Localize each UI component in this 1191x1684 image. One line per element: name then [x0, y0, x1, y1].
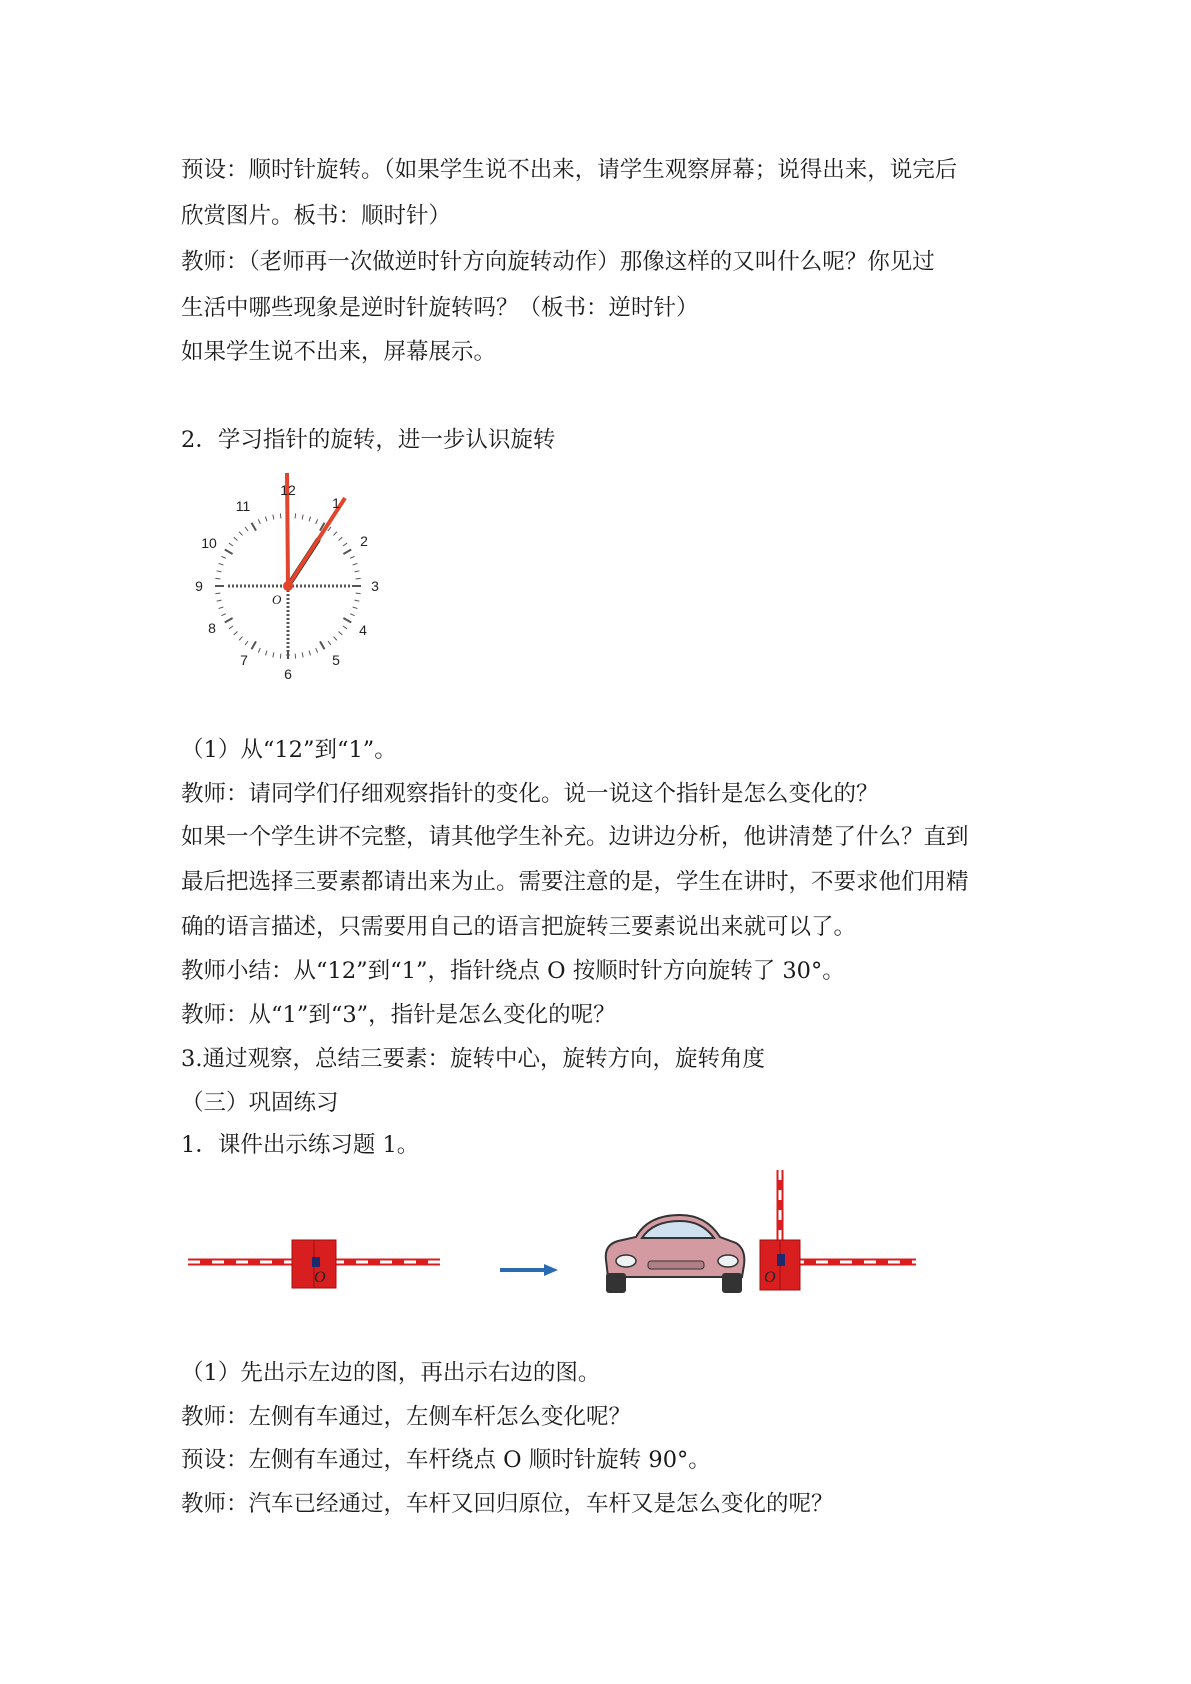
clock-tick — [252, 641, 257, 649]
clock-tick — [295, 654, 296, 659]
clock-tick — [229, 543, 233, 546]
clock-tick — [350, 614, 355, 616]
clock-number-7: 7 — [240, 652, 248, 668]
clock-tick — [302, 653, 303, 658]
clock-center-dot — [283, 581, 293, 591]
barrier-right-figure — [758, 1168, 918, 1314]
clock-number-12: 12 — [280, 482, 296, 498]
clock-tick — [273, 515, 274, 520]
clock-tick — [234, 632, 238, 635]
clock-tick — [295, 513, 296, 518]
clock-tick — [239, 637, 242, 641]
clock-tick — [320, 641, 325, 649]
clock-tick — [273, 653, 274, 658]
clock-tick — [280, 513, 281, 518]
clock-tick — [217, 600, 222, 601]
clock-tick — [229, 626, 233, 629]
text-line-7: （1）从“12”到“1”。 — [181, 737, 397, 763]
clock-number-9: 9 — [195, 578, 203, 594]
text-line-5: 如果学生说不出来，屏幕展示。 — [181, 339, 497, 365]
car-illustration — [598, 1205, 748, 1300]
clock-tick — [339, 537, 343, 540]
clock-tick — [328, 527, 331, 531]
clock-tick — [258, 648, 260, 653]
text-line-15: （三）巩固练习 — [181, 1090, 339, 1116]
clock-tick — [252, 523, 257, 531]
clock-tick — [353, 563, 358, 565]
clock-number-6: 6 — [284, 666, 292, 682]
clock-tick — [316, 519, 318, 524]
barrier-right-label: O — [764, 1269, 776, 1286]
clock-tick — [215, 578, 220, 579]
clock-number-3: 3 — [371, 578, 379, 594]
clock-tick — [234, 537, 238, 540]
clock-tick — [334, 637, 337, 641]
clock-tick — [219, 563, 224, 565]
clock-tick — [339, 632, 343, 635]
text-line-16: 1．课件出示练习题 1。 — [181, 1132, 420, 1158]
clock-tick — [309, 651, 311, 656]
clock-tick — [343, 618, 351, 623]
clock-tick — [215, 593, 220, 594]
clock-tick — [265, 517, 267, 522]
text-line-10: 最后把选择三要素都请出来为止。需要注意的是，学生在讲时，不要求他们用精 — [181, 869, 969, 895]
clock-number-4: 4 — [359, 622, 367, 638]
clock-tick — [245, 641, 248, 645]
text-line-13: 教师：从“1”到“3”，指针是怎么变化的呢？ — [181, 1002, 616, 1028]
clock-tick — [221, 614, 226, 616]
text-line-17: （1）先出示左边的图，再出示右边的图。 — [181, 1360, 601, 1386]
barrier-right-pivot — [777, 1254, 785, 1266]
text-line-8: 教师：请同学们仔细观察指针的变化。说一说这个指针是怎么变化的？ — [181, 781, 879, 807]
clock-tick — [328, 641, 331, 645]
clock-tick — [309, 517, 311, 522]
clock-tick — [221, 556, 226, 558]
text-line-3: 教师：（老师再一次做逆时针方向旋转动作）那像这样的又叫什么呢？你见过 — [181, 249, 935, 275]
clock-number-10: 10 — [201, 535, 217, 551]
clock-tick — [356, 578, 361, 579]
clock-tick — [280, 654, 281, 659]
arrow-right-icon — [500, 1262, 560, 1278]
clock-tick — [225, 550, 233, 555]
text-line-12: 教师小结：从“12”到“1”，指针绕点 O 按顺时针方向旋转了 30°。 — [181, 958, 845, 984]
clock-tick — [239, 532, 242, 536]
barrier-left-figure — [186, 1232, 442, 1312]
clock-number-11: 11 — [235, 498, 251, 514]
clock-tick — [334, 532, 337, 536]
clock-number-5: 5 — [332, 652, 340, 668]
clock-tick — [225, 618, 233, 623]
text-line-14: 3.通过观察，总结三要素：旋转中心，旋转方向，旋转角度 — [181, 1046, 765, 1072]
barrier-left-label: O — [314, 1269, 326, 1286]
clock-number-2: 2 — [360, 533, 368, 549]
section-heading-2: 2．学习指针的旋转，进一步认识旋转 — [181, 427, 556, 453]
clock-center-label: O — [272, 592, 282, 607]
text-line-4: 生活中哪些现象是逆时针旋转吗？（板书：逆时针） — [181, 295, 699, 321]
clock-tick — [316, 648, 318, 653]
text-line-11: 确的语言描述，只需要用自己的语言把旋转三要素说出来就可以了。 — [181, 914, 857, 940]
clock-tick — [343, 543, 347, 546]
clock-tick — [355, 600, 360, 601]
clock-tick — [343, 550, 351, 555]
text-line-19: 预设：左侧有车通过，车杆绕点 O 顺时针旋转 90°。 — [181, 1447, 711, 1473]
clock-figure — [190, 468, 390, 688]
clock-tick — [265, 651, 267, 656]
clock-number-8: 8 — [208, 620, 216, 636]
clock-tick — [245, 527, 248, 531]
clock-tick — [350, 556, 355, 558]
clock-tick — [219, 607, 224, 609]
clock-tick — [343, 626, 347, 629]
clock-hand-at-1 — [288, 498, 345, 586]
text-line-2: 欣赏图片。板书：顺时针） — [181, 203, 452, 229]
clock-tick — [302, 515, 303, 520]
barrier-left-pivot — [312, 1257, 320, 1267]
text-line-1: 预设：顺时针旋转。（如果学生说不出来，请学生观察屏幕；说得出来，说完后 — [181, 157, 958, 183]
text-line-9: 如果一个学生讲不完整，请其他学生补充。边讲边分析，他讲清楚了什么？直到 — [181, 824, 969, 850]
text-line-18: 教师：左侧有车通过，左侧车杆怎么变化呢？ — [181, 1404, 632, 1430]
clock-tick — [356, 593, 361, 594]
clock-tick — [217, 571, 222, 572]
clock-tick — [355, 571, 360, 572]
clock-tick — [258, 519, 260, 524]
clock-number-1: 1 — [332, 495, 340, 511]
text-line-20: 教师：汽车已经通过，车杆又回归原位，车杆又是怎么变化的呢？ — [181, 1491, 834, 1517]
clock-tick — [353, 607, 358, 609]
